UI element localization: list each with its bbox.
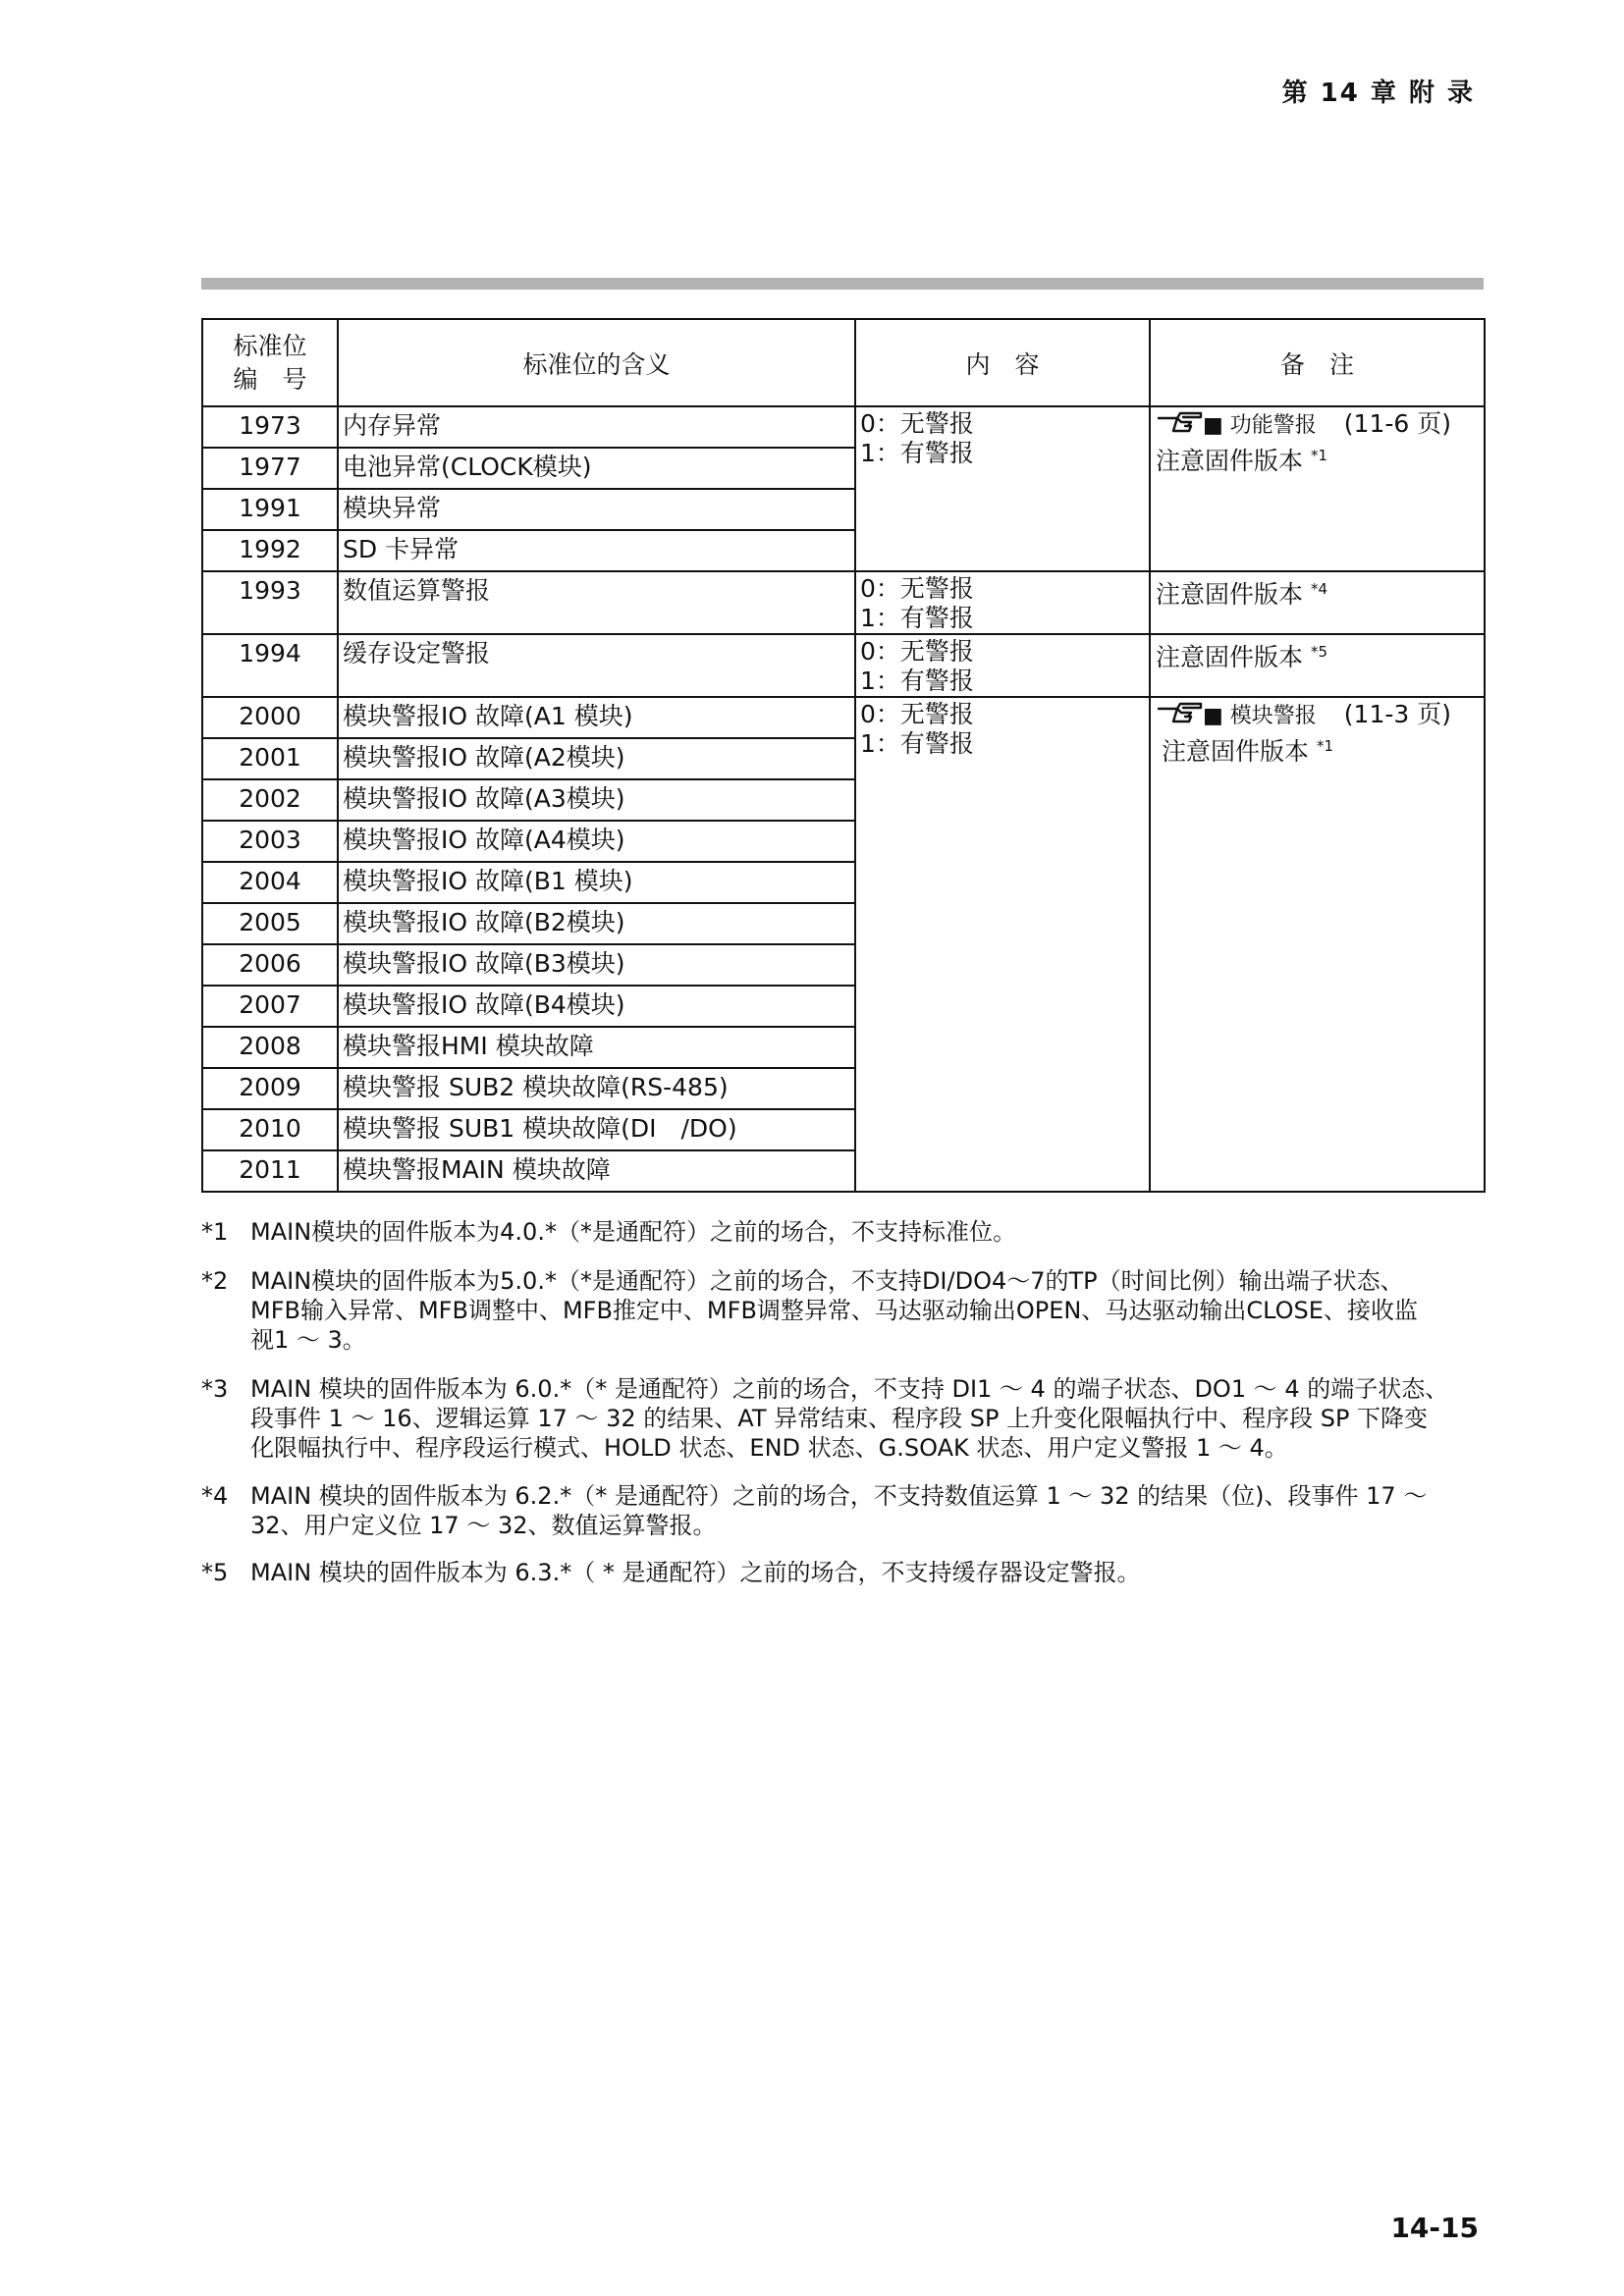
header-bit-meaning: 标准位的含义 [338, 319, 855, 406]
bit-number: 1991 [202, 489, 338, 530]
bit-meaning: 模块警报IO 故障(A2模块) [338, 738, 855, 779]
bit-meaning: 模块警报HMI 模块故障 [338, 1027, 855, 1068]
remark-cell [1150, 571, 1485, 634]
bit-number: 2005 [202, 903, 338, 944]
bit-number: 1977 [202, 448, 338, 489]
content-cell: 0：无警报 1：有警报 [855, 406, 1150, 571]
firmware-note: 注意固件版本 [1162, 737, 1310, 766]
pointing-hand-icon [1156, 700, 1203, 725]
header-remarks: 备 注 [1150, 319, 1485, 406]
footnote-2: *2 MAIN模块的固件版本为5.0.*（*是通配符）之前的场合，不支持DI/DO4～7的TP（时间比例）输出端子状态、 MFB输入异常、MFB调整中、MFB推定中、MFB调整异常、马达驱动输出OPEN、马达驱动输出CLOSE、接收监 视1 ～ 3。 [201, 1267, 1418, 1354]
table-row [202, 697, 1485, 738]
bit-number: 2000 [202, 697, 338, 738]
header-bit-number: 标准位 编 号 [202, 319, 338, 406]
footnote-ref: *1 [1316, 737, 1334, 755]
bit-meaning: 模块警报 SUB1 模块故障(DI /DO) [338, 1109, 855, 1150]
bit-number: 2003 [202, 821, 338, 862]
bit-number: 2011 [202, 1150, 338, 1192]
bit-meaning: 模块警报IO 故障(A3模块) [338, 779, 855, 821]
remark-cell [1150, 634, 1485, 697]
content-cell: 0：无警报 1：有警报 [855, 697, 1150, 1192]
firmware-note: 注意固件版本 [1156, 580, 1304, 609]
header-content: 内 容 [855, 319, 1150, 406]
bit-number: 2008 [202, 1027, 338, 1068]
bit-number: 2010 [202, 1109, 338, 1150]
bit-meaning: 内存异常 [338, 406, 855, 448]
standard-bit-table [201, 318, 1486, 1193]
section-divider [201, 278, 1484, 290]
remark-cell [1150, 406, 1485, 571]
bit-meaning: 模块警报IO 故障(B2模块) [338, 903, 855, 944]
bit-meaning: 模块警报IO 故障(B1 模块) [338, 862, 855, 903]
remark-page: (11-3 页) [1343, 700, 1451, 728]
bit-number: 2001 [202, 738, 338, 779]
firmware-note: 注意固件版本 [1156, 447, 1304, 475]
bit-number: 2006 [202, 944, 338, 986]
chapter-header: 第 14 章 附 录 [1281, 79, 1475, 108]
footnote-4: *4 MAIN 模块的固件版本为 6.2.*（* 是通配符）之前的场合，不支持数值运算 1 ～ 32 的结果（位)、段事件 17 ～ 32、用户定义位 17 ～ 32、数值运算警报。 [201, 1482, 1428, 1539]
bit-number: 2002 [202, 779, 338, 821]
footnote-1: *1 MAIN模块的固件版本为4.0.*（*是通配符）之前的场合，不支持标准位。 [201, 1218, 1016, 1246]
bit-meaning: 模块警报MAIN 模块故障 [338, 1150, 855, 1192]
bit-meaning: SD 卡异常 [338, 530, 855, 571]
bit-meaning: 缓存设定警报 [338, 634, 855, 697]
footnote-ref: *1 [1310, 447, 1328, 464]
bit-number: 1992 [202, 530, 338, 571]
bit-meaning: 模块警报IO 故障(B3模块) [338, 944, 855, 986]
bit-number: 2007 [202, 986, 338, 1027]
page-number: 14-15 [1390, 2212, 1479, 2244]
bit-number: 2004 [202, 862, 338, 903]
footnote-ref: *4 [1310, 580, 1328, 598]
table-row [202, 406, 1485, 448]
remark-reference: ■ 功能警报 [1203, 413, 1317, 438]
footnote-3: *3 MAIN 模块的固件版本为 6.0.*（* 是通配符）之前的场合，不支持 DI1 ～ 4 的端子状态、DO1 ～ 4 的端子状态、 段事件 1 ～ 16、逻辑运算 17 ～ 32 的结果、AT 异常结束、程序段 SP 上升变化限幅执行中、程序段 SP 下降变 化限幅执行中、程序段运行模式、HOLD 状态、END 状态、G.SOAK 状态、用户定义警报 1 ～ 4。 [201, 1375, 1449, 1462]
bit-meaning: 数值运算警报 [338, 571, 855, 634]
bit-meaning: 模块警报 SUB2 模块故障(RS-485) [338, 1068, 855, 1109]
remark-cell [1150, 697, 1485, 1192]
bit-meaning: 模块警报IO 故障(A1 模块) [338, 697, 855, 738]
bit-meaning: 模块警报IO 故障(B4模块) [338, 986, 855, 1027]
table-row [202, 634, 1485, 697]
remark-reference: ■ 模块警报 [1203, 704, 1317, 728]
content-cell: 0：无警报 1：有警报 [855, 571, 1150, 634]
bit-number: 1993 [202, 571, 338, 634]
bit-number: 2009 [202, 1068, 338, 1109]
bit-meaning: 电池异常(CLOCK模块) [338, 448, 855, 489]
bit-meaning: 模块异常 [338, 489, 855, 530]
footnote-ref: *5 [1310, 643, 1328, 661]
pointing-hand-icon [1156, 409, 1203, 435]
content-cell: 0：无警报 1：有警报 [855, 634, 1150, 697]
bit-meaning: 模块警报IO 故障(A4模块) [338, 821, 855, 862]
table-row [202, 571, 1485, 634]
bit-number: 1994 [202, 634, 338, 697]
remark-page: (11-6 页) [1343, 409, 1451, 438]
firmware-note: 注意固件版本 [1156, 643, 1304, 671]
footnote-5: *5 MAIN 模块的固件版本为 6.3.*（ * 是通配符）之前的场合，不支持缓存器设定警报。 [201, 1559, 1141, 1586]
bit-number: 1973 [202, 406, 338, 448]
